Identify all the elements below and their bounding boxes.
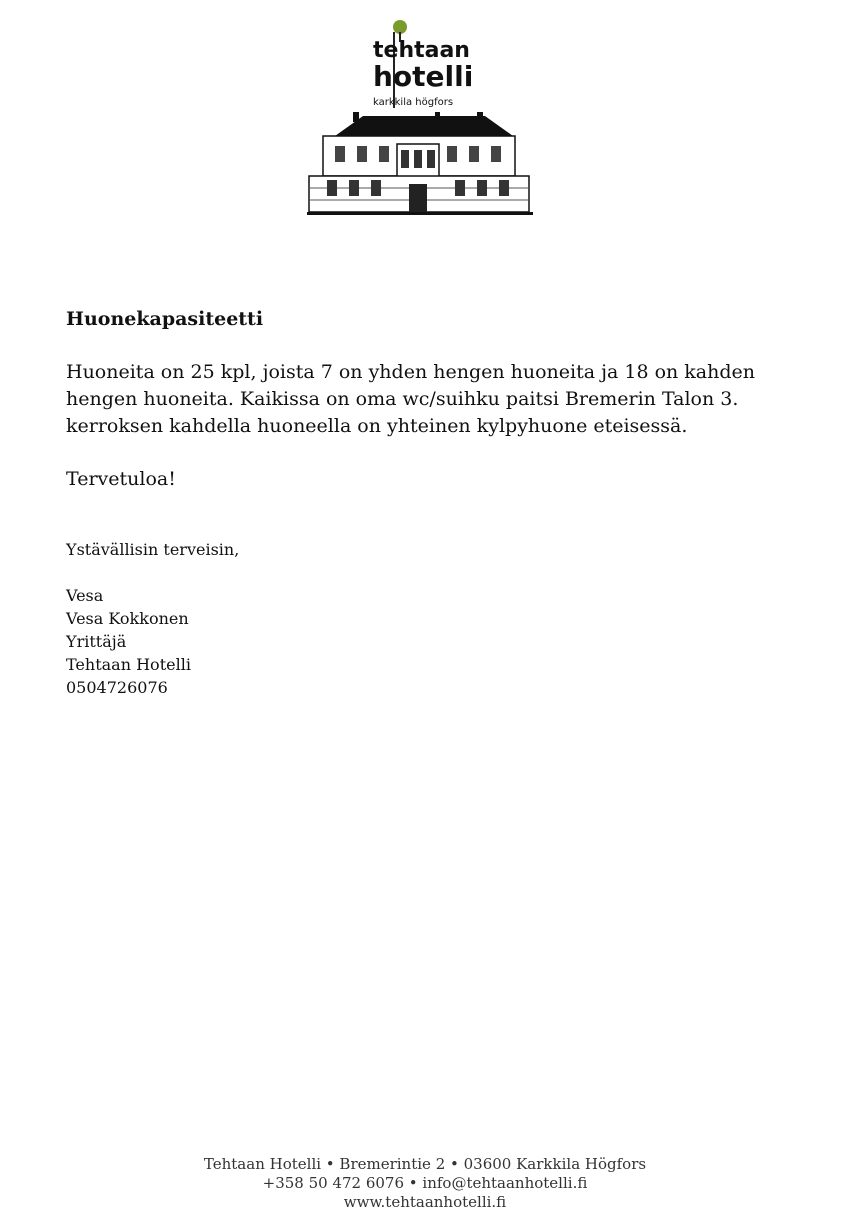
paragraph-line: Huoneita on 25 kpl, joista 7 on yhden hengen huoneita ja 18 on kahden <box>66 361 756 383</box>
signature-role: Yrittäjä <box>66 632 127 651</box>
hotel-logo <box>305 18 535 218</box>
signature-full-name: Vesa Kokkonen <box>66 609 189 628</box>
logo-text-hotelli: hotelli <box>373 60 474 93</box>
signature-first-name: Vesa <box>66 586 104 605</box>
logo-text-location: karkkila högfors <box>373 97 454 108</box>
room-capacity-paragraph <box>66 359 756 440</box>
footer-address: Tehtaan Hotelli • Bremerintie 2 • 03600 Karkkila Högfors <box>203 1155 647 1173</box>
signature-company: Tehtaan Hotelli <box>66 655 191 674</box>
logo-text-tehtaan: tehtaan <box>373 38 470 63</box>
logo-tree-icon <box>393 20 407 34</box>
signature-phone: 0504726076 <box>66 678 168 697</box>
document-title: Huonekapasiteetti <box>66 308 264 330</box>
hotel-building-icon <box>307 112 533 215</box>
welcome-text: Tervetuloa! <box>66 468 176 490</box>
signature-greeting: Ystävällisin terveisin, <box>66 540 240 559</box>
footer-contact: +358 50 472 6076 • info@tehtaanhotelli.fi <box>262 1174 588 1192</box>
footer-website: www.tehtaanhotelli.fi <box>343 1193 507 1211</box>
paragraph-line: hengen huoneita. Kaikissa on oma wc/suihku paitsi Bremerin Talon 3. <box>66 388 739 410</box>
paragraph-line: kerroksen kahdella huoneella on yhteinen kylpyhuone eteisessä. <box>66 415 688 437</box>
page-footer <box>0 1155 850 1212</box>
